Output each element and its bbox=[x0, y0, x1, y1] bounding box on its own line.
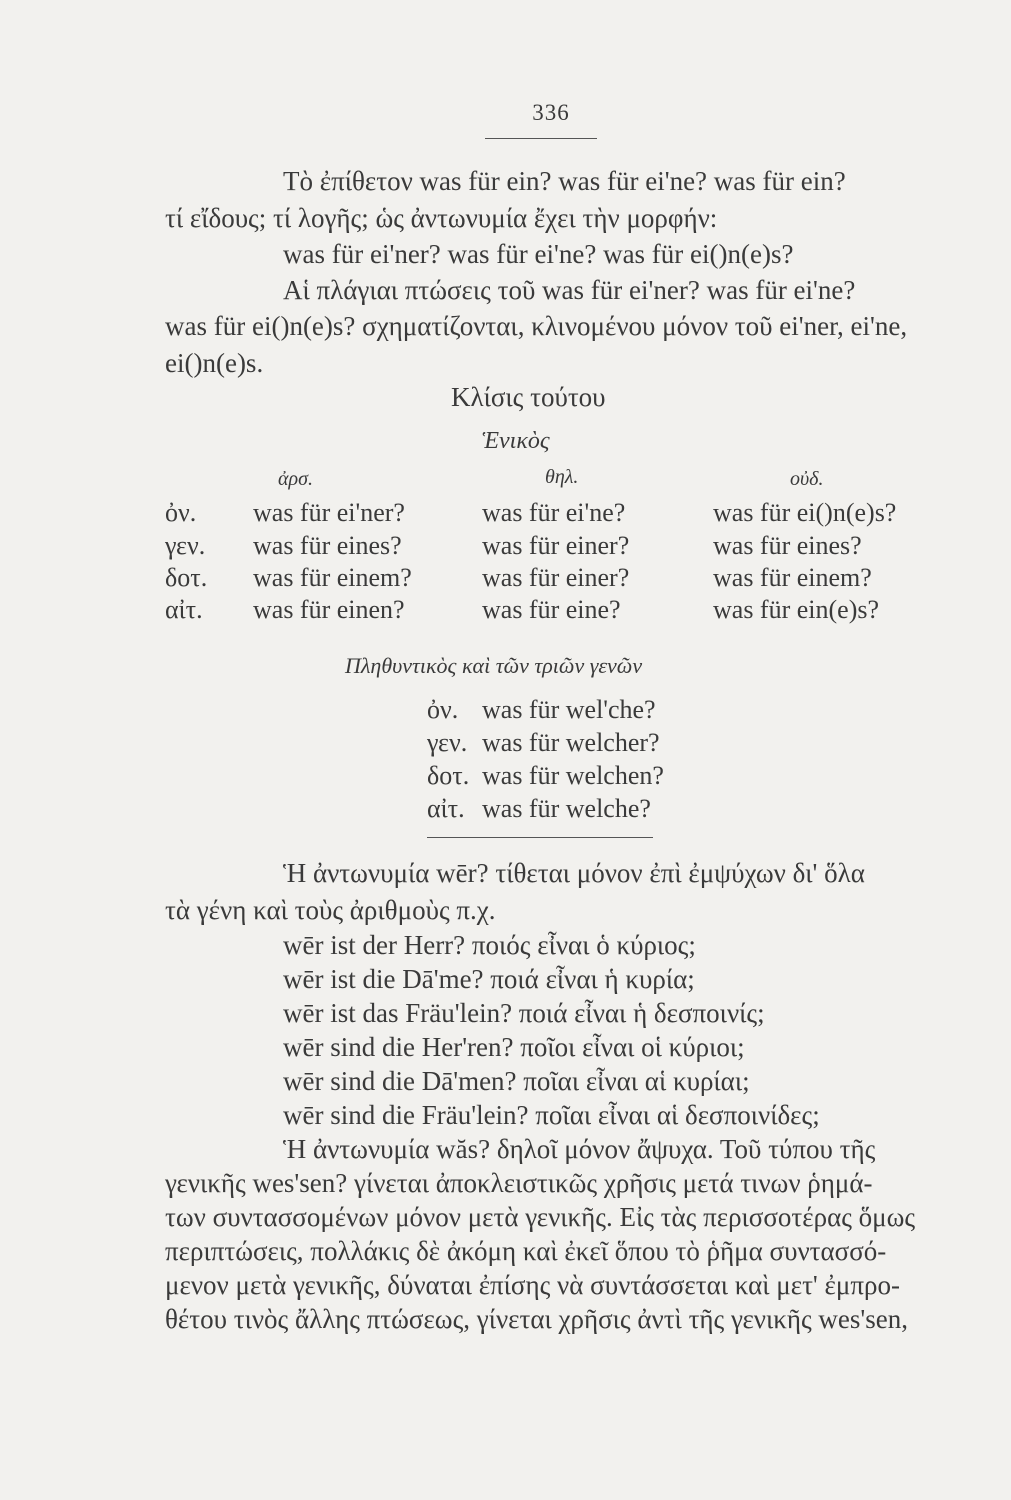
declension-title: Κλίσις τούτου bbox=[451, 382, 606, 412]
neut-form: was für eines? bbox=[713, 531, 862, 560]
body-line: wēr sind die Dā'men? ποῖαι εἶναι αἱ κυρίαι; bbox=[283, 1066, 750, 1096]
gender-label-masc: ἀρσ. bbox=[278, 468, 313, 490]
case-label: αἰτ. bbox=[427, 794, 465, 823]
page-number: 336 bbox=[532, 100, 570, 125]
masc-form: was für einen? bbox=[253, 595, 405, 624]
body-line: wēr sind die Her'ren? ποῖοι εἶναι οἱ κύριοι; bbox=[283, 1032, 745, 1062]
singular-heading: Ἑνικὸς bbox=[482, 428, 550, 454]
fem-form: was für einer? bbox=[482, 531, 630, 560]
body-line: Ἡ ἀντωνυμία wēr? τίθεται μόνον ἐπὶ ἐμψύχων δι' ὅλα bbox=[283, 858, 865, 888]
body-line: γενικῆς wes'sen? γίνεται ἀποκλειστικῶς χρῆσις μετά τινων ῥημά- bbox=[165, 1168, 873, 1198]
case-label: γεν. bbox=[165, 531, 206, 560]
plural-form: was für wel'che? bbox=[482, 695, 656, 724]
intro-line: was für ei()n(e)s? σχηματίζονται, κλινομένου μόνον τοῦ ei'ner, ei'ne, bbox=[165, 311, 908, 341]
plural-form: was für welche? bbox=[482, 794, 651, 823]
intro-line: ei()n(e)s. bbox=[165, 348, 264, 378]
body-line: wēr ist der Herr? ποιός εἶναι ὁ κύριος; bbox=[283, 930, 696, 960]
masc-form: was für einem? bbox=[253, 563, 412, 592]
body-line: wēr ist das Fräu'lein? ποιά εἶναι ἡ δεσποινίς; bbox=[283, 998, 765, 1028]
case-label: δοτ. bbox=[165, 563, 208, 592]
fem-form: was für eine? bbox=[482, 595, 621, 624]
neut-form: was für einem? bbox=[713, 563, 872, 592]
case-label: δοτ. bbox=[427, 761, 470, 790]
plural-form: was für welchen? bbox=[482, 761, 664, 790]
intro-line: was für ei'ner? was für ei'ne? was für ei()n(e)s? bbox=[283, 239, 794, 269]
case-label: ὀν. bbox=[165, 498, 197, 527]
body-line: Ἡ ἀντωνυμία wăs? δηλοῖ μόνον ἄψυχα. Τοῦ τύπου τῆς bbox=[283, 1134, 876, 1164]
intro-line: Αἱ πλάγιαι πτώσεις τοῦ was für ei'ner? was für ei'ne? bbox=[283, 275, 856, 305]
fem-form: was für ei'ne? bbox=[482, 498, 626, 527]
case-label: αἰτ. bbox=[165, 595, 203, 624]
body-line: θέτου τινὸς ἄλλης πτώσεως, γίνεται χρῆσις ἀντὶ τῆς γενικῆς wes'sen, bbox=[165, 1304, 909, 1334]
body-line: τὰ γένη καὶ τοὺς ἀριθμοὺς π.χ. bbox=[165, 895, 496, 925]
intro-line: Τὸ ἐπίθετον was für ein? was für ei'ne? was für ein? bbox=[283, 166, 846, 196]
body-line: wēr sind die Fräu'lein? ποῖαι εἶναι αἱ δεσποινίδες; bbox=[283, 1100, 820, 1130]
section-divider bbox=[427, 837, 653, 838]
gender-label-neut: οὐδ. bbox=[790, 468, 824, 490]
body-line: wēr ist die Dā'me? ποιά εἶναι ἡ κυρία; bbox=[283, 964, 695, 994]
intro-line: τί εἴδους; τί λογῆς; ὡς ἀντωνυμία ἔχει τὴν μορφήν: bbox=[165, 203, 718, 233]
body-line: μενον μετὰ γενικῆς, δύναται ἐπίσης νὰ συντάσσεται καὶ μετ' ἐμπρο- bbox=[165, 1270, 900, 1300]
body-line: περιπτώσεις, πολλάκις δὲ ἀκόμη καὶ ἐκεῖ ὅπου τὸ ῥῆμα συντασσό- bbox=[165, 1236, 887, 1266]
plural-form: was für welcher? bbox=[482, 728, 660, 757]
masc-form: was für ei'ner? bbox=[253, 498, 405, 527]
neut-form: was für ein(e)s? bbox=[713, 595, 880, 624]
neut-form: was für ei()n(e)s? bbox=[713, 498, 897, 527]
fem-form: was für einer? bbox=[482, 563, 630, 592]
plural-heading: Πληθυντικὸς καὶ τῶν τριῶν γενῶν bbox=[345, 653, 643, 678]
case-label: γεν. bbox=[427, 728, 468, 757]
gender-label-fem: θηλ. bbox=[545, 466, 579, 488]
body-line: των συντασσομένων μόνον μετὰ γενικῆς. Εἰς τὰς περισσοτέρας ὅμως bbox=[165, 1202, 916, 1232]
masc-form: was für eines? bbox=[253, 531, 402, 560]
page-number-rule bbox=[485, 138, 597, 139]
case-label: ὀν. bbox=[427, 695, 459, 724]
